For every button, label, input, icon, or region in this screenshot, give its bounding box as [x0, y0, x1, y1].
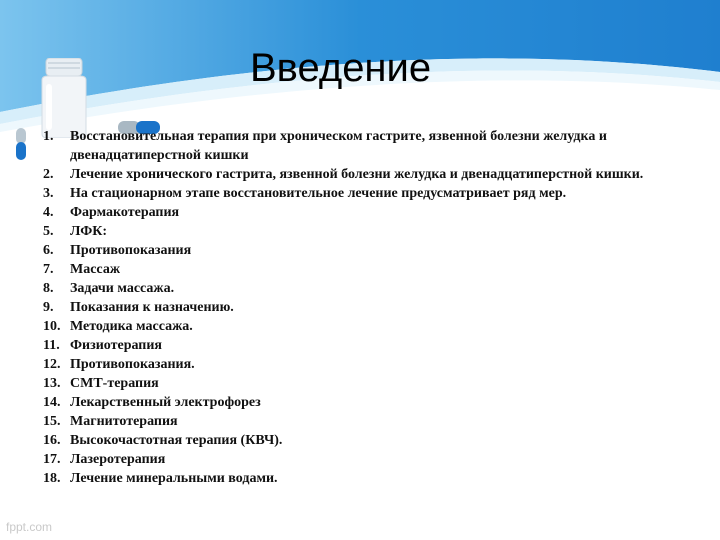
- list-item: [43, 317, 683, 336]
- item-text: Восстановительная терапия при хроническом гастрите, язвенной болезни желудка и двенадцатиперстной кишки: [70, 129, 607, 163]
- list-item: [43, 336, 683, 355]
- list-item: [43, 393, 683, 412]
- medicine-bottle-icon: [36, 58, 92, 138]
- list-item: [43, 241, 683, 260]
- item-text: Задачи массажа.: [70, 281, 175, 296]
- list-item: [43, 355, 683, 374]
- list-item: [43, 279, 683, 298]
- item-number: 5.: [43, 224, 54, 239]
- item-number: 1.: [43, 129, 54, 144]
- item-number: 8.: [43, 281, 54, 296]
- item-text: Лазеротерапия: [70, 452, 166, 467]
- item-text: Показания к назначению.: [70, 300, 234, 315]
- item-number: 2.: [43, 167, 54, 182]
- item-number: 6.: [43, 243, 54, 258]
- item-text: Противопоказания: [70, 243, 192, 258]
- item-number: 11.: [43, 338, 60, 353]
- item-number: 3.: [43, 186, 54, 201]
- item-text: Высокочастотная терапия (КВЧ).: [70, 433, 283, 448]
- item-number: 15.: [43, 414, 61, 429]
- item-text: На стационарном этапе восстановительное лечение предусматривает ряд мер.: [70, 186, 567, 201]
- list-item: [43, 184, 683, 203]
- item-text: Физиотерапия: [70, 338, 162, 353]
- capsule-side-icon: [14, 128, 28, 162]
- item-number: 13.: [43, 376, 61, 391]
- item-number: 16.: [43, 433, 61, 448]
- list-item: [43, 203, 683, 222]
- slide-title: Введение: [250, 46, 432, 90]
- item-number: 17.: [43, 452, 61, 467]
- watermark: fppt.com: [6, 520, 53, 534]
- list-item: [43, 298, 683, 317]
- item-text: Массаж: [70, 262, 120, 277]
- list-item: [43, 431, 683, 450]
- item-number: 10.: [43, 319, 61, 334]
- item-number: 18.: [43, 471, 61, 486]
- item-text: Лечение минеральными водами.: [70, 471, 278, 486]
- item-text: Противопоказания.: [70, 357, 195, 372]
- list-item: [43, 450, 683, 469]
- list-item: [43, 412, 683, 431]
- list-item: [43, 469, 683, 488]
- item-number: 9.: [43, 300, 54, 315]
- item-number: 12.: [43, 357, 61, 372]
- item-text: Фармакотерапия: [70, 205, 180, 220]
- item-number: 7.: [43, 262, 54, 277]
- item-number: 4.: [43, 205, 54, 220]
- item-text: Лечение хронического гастрита, язвенной болезни желудка и двенадцатиперстной кишки.: [70, 167, 644, 182]
- list-item: [43, 165, 683, 184]
- item-text: Лекарственный электрофорез: [70, 395, 261, 410]
- list-item: [43, 260, 683, 279]
- item-text: Методика массажа.: [70, 319, 193, 334]
- list-item: [43, 374, 683, 393]
- item-number: 14.: [43, 395, 61, 410]
- item-text: ЛФК:: [70, 224, 108, 239]
- item-text: Магнитотерапия: [70, 414, 178, 429]
- content-list: [43, 127, 683, 488]
- list-item: [43, 127, 683, 165]
- list-item: [43, 222, 683, 241]
- item-text: СМТ-терапия: [70, 376, 159, 391]
